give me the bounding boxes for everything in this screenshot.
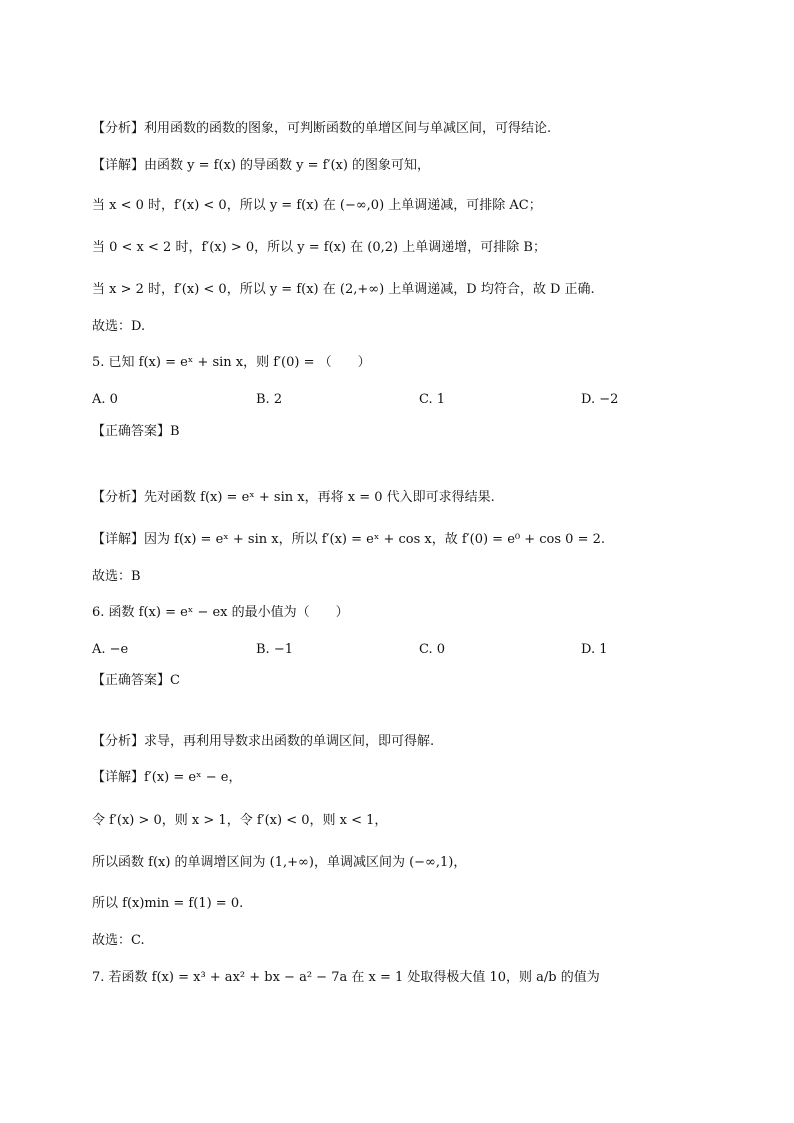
choice-text: 故选：C.	[92, 933, 145, 948]
detail-text: 【详解】因为 f(x) = eˣ + sin x，所以 f′(x) = eˣ + cos x，故 f′(0) = e⁰ + cos 0 = 2.	[92, 532, 606, 547]
question-stem: 6. 函数 f(x) = eˣ − ex 的最小值为（ ）	[92, 605, 349, 620]
detail-text: 【详解】f′(x) = eˣ − e，	[92, 770, 242, 785]
analysis-text: 【分析】先对函数 f(x) = eˣ + sin x，再将 x = 0 代入即可求得结果.	[92, 490, 495, 505]
option-b: B. −1	[256, 642, 293, 657]
solution-line: 当 x < 0 时，f′(x) < 0，所以 y = f(x) 在 (−∞,0) 上单调递减，可排除 AC；	[92, 198, 542, 213]
option-c: C. 1	[419, 392, 446, 407]
analysis-text: 【分析】求导，再利用导数求出函数的单调区间，即可得解.	[92, 734, 435, 749]
option-d: D. 1	[581, 642, 608, 657]
option-b: B. 2	[256, 392, 283, 407]
answer-text: 【正确答案】C	[92, 673, 180, 688]
choice-text: 故选：B	[92, 569, 141, 584]
analysis-text: 【分析】利用函数的函数的图象，可判断函数的单增区间与单减区间，可得结论.	[92, 121, 552, 136]
option-c: C. 0	[419, 642, 446, 657]
detail-text: 【详解】由函数 y = f(x) 的导函数 y = f′(x) 的图象可知，	[92, 158, 431, 173]
solution-line: 所以函数 f(x) 的单调增区间为 (1,+∞)，单调减区间为 (−∞,1)，	[92, 855, 467, 870]
answer-text: 【正确答案】B	[92, 424, 180, 439]
choice-text: 故选：D.	[92, 319, 146, 334]
solution-line: 当 0 < x < 2 时，f′(x) > 0，所以 y = f(x) 在 (0,2) 上单调递增，可排除 B；	[92, 240, 546, 255]
solution-line: 令 f′(x) > 0，则 x > 1，令 f′(x) < 0，则 x < 1，	[92, 813, 388, 828]
question-stem: 7. 若函数 f(x) = x³ + ax² + bx − a² − 7a 在 x = 1 处取得极大值 10，则 a/b 的值为	[92, 970, 600, 985]
option-d: D. −2	[581, 392, 619, 407]
question-stem: 5. 已知 f(x) = eˣ + sin x，则 f′(0) = （ ）	[92, 355, 371, 370]
option-a: A. −e	[92, 642, 129, 657]
option-a: A. 0	[92, 392, 118, 407]
solution-line: 当 x > 2 时，f′(x) < 0，所以 y = f(x) 在 (2,+∞) 上单调递减，D 均符合，故 D 正确.	[92, 282, 595, 297]
solution-line: 所以 f(x)min = f(1) = 0.	[92, 896, 244, 911]
